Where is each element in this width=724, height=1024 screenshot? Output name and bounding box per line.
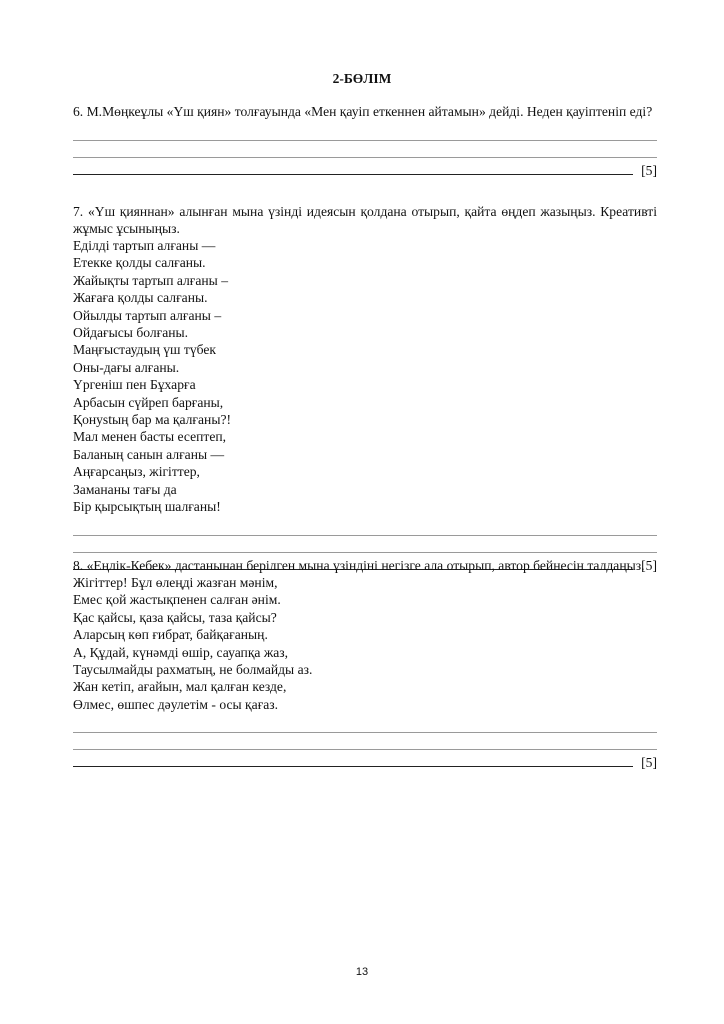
answer-line[interactable] bbox=[73, 161, 657, 178]
verse-line: Оны-дағы алғаны. bbox=[73, 359, 180, 375]
verse-line: Арбасын сүйреп барғаны, bbox=[73, 394, 224, 410]
verse-line: Еділді тартып алғаны — bbox=[73, 238, 216, 253]
verse-line: Үргеніш пен Бұхарға bbox=[73, 377, 196, 393]
page-number: 13 bbox=[355, 966, 369, 978]
question-8 bbox=[73, 557, 657, 770]
section-title: 2-БӨЛІМ bbox=[332, 71, 392, 86]
verse-line: Етекке қолды салғаны. bbox=[73, 255, 206, 271]
verse-line: Бір қырсықтың шалғаны! bbox=[73, 499, 221, 515]
answer-line[interactable] bbox=[73, 539, 657, 556]
question-7-excerpt bbox=[73, 237, 657, 516]
verse-line: Жан кетіп, ағайын, мал қалған кезде, bbox=[73, 679, 287, 695]
question-7 bbox=[73, 203, 657, 573]
verse-line: Таусылмайды рахматың, не болмайды аз. bbox=[73, 662, 313, 678]
question-6 bbox=[73, 103, 657, 178]
question-6-text: 6. М.Мөңкеұлы «Үш қиян» толғауында «Мен қауіп еткеннен айтамын» дейді. Неден қауіптеніп еді? bbox=[73, 104, 653, 119]
verse-line: Қонystың бар ма қалғаны?! bbox=[73, 412, 232, 428]
verse-line: Аларсың көп ғибрат, байқағаның. bbox=[73, 627, 268, 643]
verse-line: Маңғыстаудың үш түбек bbox=[73, 342, 217, 358]
answer-line[interactable] bbox=[73, 753, 657, 770]
verse-line: Жігіттер! Бұл өлеңді жазған мәнім, bbox=[73, 575, 278, 590]
question-8-mark: [5] bbox=[641, 755, 657, 771]
verse-line: Жайықты тартып алғаны – bbox=[73, 272, 229, 288]
verse-line: Аңғарсаңыз, жігіттер, bbox=[73, 464, 200, 480]
question-8-excerpt bbox=[73, 574, 657, 713]
question-8-text: 8. «Еңлік-Кебек» дастанынан берілген мына үзіндіні негізге ала отырып, автор бейнесін талдаңыз. bbox=[73, 558, 645, 573]
verse-line: А, Құдай, күнәмді өшір, сауапқа жаз, bbox=[73, 644, 289, 660]
verse-line: Емес қой жастықпенен салған әнім. bbox=[73, 592, 281, 608]
verse-line: Ойдағысы болғаны. bbox=[73, 325, 189, 341]
answer-line[interactable] bbox=[73, 144, 657, 161]
verse-line: Қас қайсы, қаза қайсы, таза қайсы? bbox=[73, 609, 277, 625]
question-7-mark: [5] bbox=[641, 557, 657, 573]
answer-line[interactable] bbox=[73, 736, 657, 753]
question-6-mark: [5] bbox=[641, 163, 657, 178]
verse-line: Замананы тағы да bbox=[73, 481, 177, 497]
verse-line: Баланың санын алғаны — bbox=[73, 446, 225, 462]
verse-line: Жағаға қолды салғаны. bbox=[73, 290, 208, 306]
answer-line[interactable] bbox=[73, 719, 657, 736]
verse-line: Мал менен басты есептеп, bbox=[73, 429, 227, 445]
verse-line: Ойылды тартып алғаны – bbox=[73, 307, 222, 323]
answer-line[interactable] bbox=[73, 522, 657, 539]
answer-line[interactable] bbox=[73, 127, 657, 144]
question-7-text: 7. «Үш қияннан» алынған мына үзінді идеясын қолдана отырып, қайта өңдеп жазыңыз. Креативті жұмыс ұсыныңыз. bbox=[73, 204, 657, 236]
verse-line: Өлмес, өшпес дәулетім - осы қағаз. bbox=[73, 696, 279, 712]
